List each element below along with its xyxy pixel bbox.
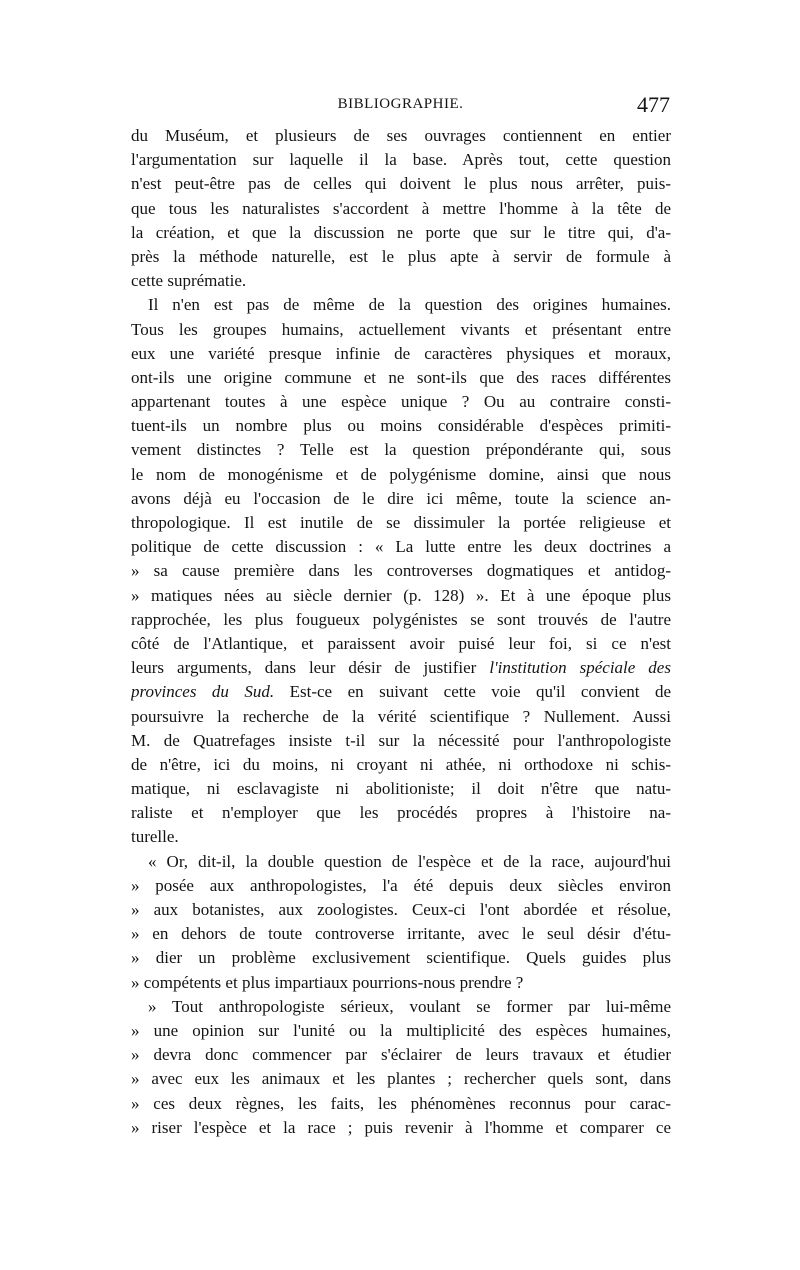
running-head: BIBLIOGRAPHIE. — [337, 96, 464, 112]
text-line — [131, 874, 671, 898]
line-text: » Tout anthropologiste sérieux, voulant se former par lui-même — [148, 996, 671, 1016]
text-line — [131, 753, 671, 777]
text-line — [131, 898, 671, 922]
text-line — [131, 535, 671, 559]
line-text: près la méthode naturelle, est le plus apte à servir de formule à — [131, 246, 671, 266]
text-line — [131, 559, 671, 583]
line-text: » matiques nées au siècle dernier (p. 128) ». Et à une époque plus — [131, 585, 671, 605]
line-text: » une opinion sur l'unité ou la multiplicité des espèces humaines, — [131, 1020, 671, 1040]
text-line — [131, 318, 671, 342]
text-line — [131, 221, 671, 245]
line-text: leurs arguments, dans leur désir de justifier — [131, 658, 490, 678]
text-line — [131, 390, 671, 414]
line-text: » posée aux anthropologistes, l'a été depuis deux siècles environ — [131, 875, 671, 895]
text-line — [131, 1116, 671, 1140]
line-text: » devra donc commencer par s'éclairer de leurs travaux et étudier — [131, 1045, 671, 1065]
text-line — [131, 656, 671, 680]
line-text: » riser l'espèce et la race ; puis revenir à l'homme et comparer ce — [131, 1117, 671, 1137]
text-line — [131, 293, 671, 317]
text-line — [131, 511, 671, 535]
line-text: thropologique. Il est inutile de se dissimuler la portée religieuse et — [131, 513, 671, 532]
line-text: turelle. — [131, 827, 179, 847]
line-text: vement distinctes ? Telle est la question prépondérante qui, sous — [131, 440, 671, 460]
line-text: raliste et n'employer que les procédés propres à l'histoire na- — [131, 803, 671, 823]
text-line — [131, 124, 671, 148]
line-text: l'argumentation sur laquelle il la base. Après tout, cette question — [131, 150, 671, 170]
text-line — [131, 438, 671, 462]
line-text: » sa cause première dans les controverses dogmatiques et antidog- — [131, 561, 671, 581]
line-text: tuent-ils un nombre plus ou moins considérable d'espèces primiti- — [131, 416, 671, 436]
line-text: poursuivre la recherche de la vérité scientifique ? Nullement. Aussi — [131, 706, 671, 726]
line-text: » avec eux les animaux et les plantes ; rechercher quels sont, dans — [131, 1069, 671, 1089]
line-text: de n'être, ici du moins, ni croyant ni athée, ni orthodoxe ni schis- — [131, 754, 671, 774]
text-line — [131, 729, 671, 753]
text-line — [131, 584, 671, 608]
text-line — [131, 632, 671, 656]
line-text: cette suprématie. — [131, 271, 247, 291]
text-line — [131, 463, 671, 487]
text-line — [131, 245, 671, 269]
line-text: côté de l'Atlantique, et paraissent avoir puisé leur foi, si ce n'est — [131, 633, 671, 653]
line-text: Tous les groupes humains, actuellement vivants et présentant entre — [131, 319, 671, 339]
line-text: matique, ni esclavagiste ni abolitioniste; il doit n'être que natu- — [131, 779, 671, 799]
text-line — [131, 971, 671, 995]
line-text: eux une variété presque infinie de caractères physiques et moraux, — [131, 343, 671, 363]
italic-text: provinces du Sud. — [131, 682, 275, 702]
text-line — [131, 946, 671, 970]
text-line — [131, 197, 671, 221]
text-line — [131, 705, 671, 729]
page-header — [131, 92, 670, 118]
italic-text: l'institution spéciale des — [489, 658, 671, 678]
line-text: le nom de monogénisme et de polygénisme domine, ainsi que nous — [131, 464, 671, 484]
text-line — [131, 608, 671, 632]
line-text: » aux botanistes, aux zoologistes. Ceux-ci l'ont abordée et résolue, — [131, 900, 671, 919]
line-text: M. de Quatrefages insiste t-il sur la nécessité pour l'anthropologiste — [131, 730, 671, 750]
text-line — [131, 995, 671, 1019]
text-line — [131, 825, 671, 849]
line-text: » compétents et plus impartiaux pourrions-nous prendre ? — [131, 972, 524, 992]
line-text: » en dehors de toute controverse irritante, avec le seul désir d'étu- — [131, 924, 671, 944]
line-text: » ces deux règnes, les faits, les phénomènes reconnus pour carac- — [131, 1093, 671, 1113]
text-line — [131, 850, 671, 874]
line-text: avons déjà eu l'occasion de le dire ici même, toute la science an- — [131, 488, 671, 508]
text-line — [131, 680, 671, 704]
text-line — [131, 148, 671, 172]
line-text: la création, et que la discussion ne porte que sur le titre qui, d'a- — [131, 222, 671, 242]
line-text: rapprochée, les plus fougueux polygénistes se sont trouvés de l'autre — [131, 609, 671, 629]
text-line — [131, 366, 671, 390]
text-line — [131, 1092, 671, 1116]
text-line — [131, 487, 671, 511]
line-text: que tous les naturalistes s'accordent à mettre l'homme à la tête de — [131, 198, 671, 218]
text-line — [131, 414, 671, 438]
line-text: politique de cette discussion : « La lutte entre les deux doctrines a — [131, 537, 671, 557]
text-line — [131, 1067, 671, 1091]
line-text: Est-ce en suivant cette voie qu'il convient de — [274, 682, 671, 702]
text-line — [131, 1043, 671, 1067]
line-text: Il n'en est pas de même de la question des origines humaines. — [148, 295, 671, 315]
text-line — [131, 922, 671, 946]
text-line — [131, 269, 671, 293]
text-line — [131, 172, 671, 196]
text-line — [131, 342, 671, 366]
line-text: appartenant toutes à une espèce unique ? Ou au contraire consti- — [131, 392, 671, 412]
line-text: » dier un problème exclusivement scientifique. Quels guides plus — [131, 948, 671, 968]
text-line — [131, 1019, 671, 1043]
text-line — [131, 801, 671, 825]
line-text: n'est peut-être pas de celles qui doivent le plus nous arrêter, puis- — [131, 174, 671, 194]
line-text: du Muséum, et plusieurs de ses ouvrages contiennent en entier — [131, 126, 671, 145]
text-line — [131, 777, 671, 801]
line-text: « Or, dit-il, la double question de l'espèce et de la race, aujourd'hui — [148, 851, 671, 871]
page-number: 477 — [637, 92, 670, 117]
line-text: ont-ils une origine commune et ne sont-ils que des races différentes — [131, 367, 671, 387]
body-text — [131, 124, 671, 1140]
